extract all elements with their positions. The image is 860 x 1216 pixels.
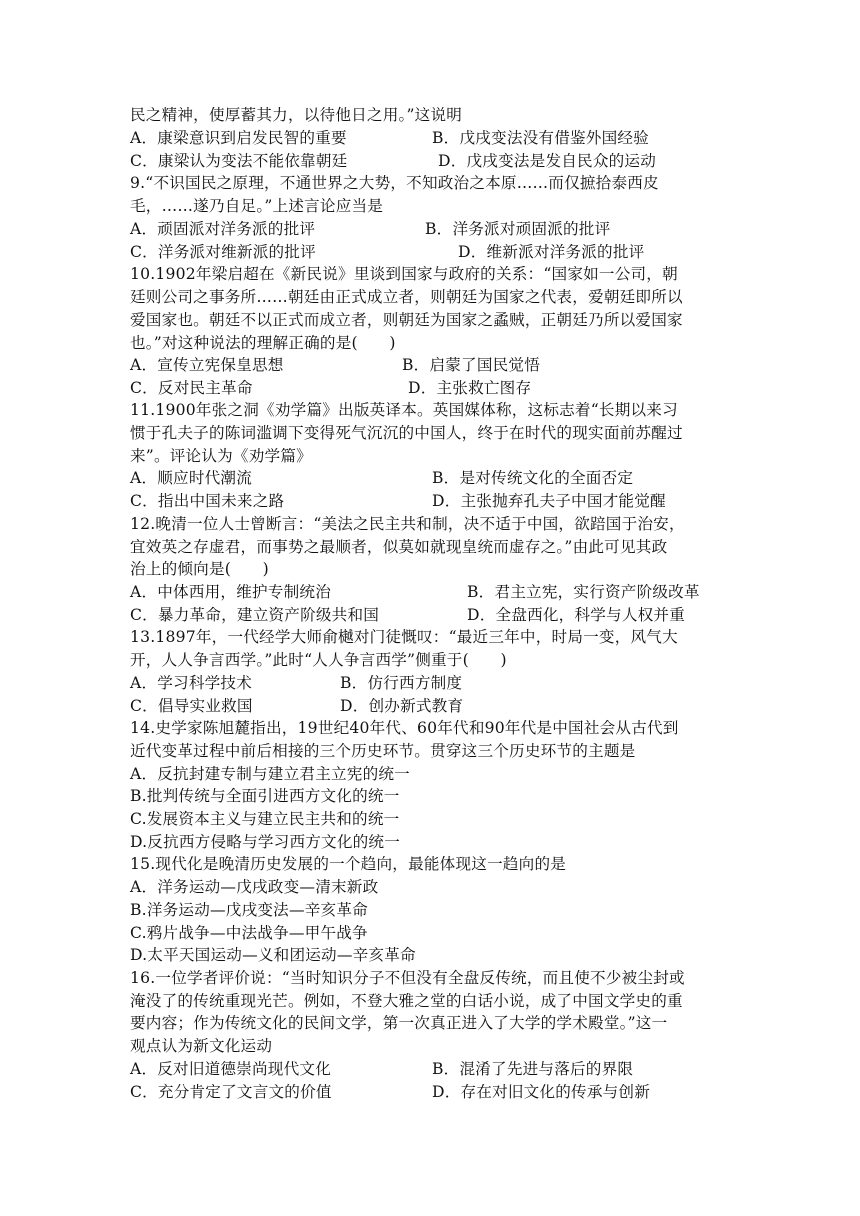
option-c: C.发展资本主义与建立民主共和的统一 — [130, 810, 400, 828]
option-d: D．创办新式教育 — [340, 697, 464, 715]
option-b: B．混淆了先进与落后的界限 — [432, 1060, 634, 1078]
question-12: 12.晚清一位人士曾断言：“美法之民主共和制，决不适于中国，欲踣国于治安， — [130, 515, 685, 533]
option-a: A．中体西用，维护专制统治 — [130, 583, 331, 601]
option-c: C.鸦片战争—中法战争—甲午战争 — [130, 924, 368, 942]
option-d: D．主张抛弃孔夫子中国才能觉醒 — [432, 492, 666, 510]
question-14: 14.史学家陈旭麓指出，19世纪40年代、60年代和90年代是中国社会从古代到 — [130, 719, 679, 737]
text-line: 来”。评论认为《劝学篇》 — [130, 447, 312, 465]
text-line: 观点认为新文化运动 — [130, 1037, 273, 1055]
question-16: 16.一位学者评价说：“当时知识分子不但没有全盘反传统，而且使不少被尘封或 — [130, 969, 685, 987]
text-line: 宜效英之存虚君，而事势之最顺者，似莫如就现皇统而虚存之。”由此可见其政 — [130, 538, 668, 556]
option-a: A．宣传立宪保皇思想 — [130, 356, 284, 374]
option-d: D．存在对旧文化的传承与创新 — [432, 1083, 651, 1101]
option-c: C．充分肯定了文言文的价值 — [130, 1083, 332, 1101]
question-10: 10.1902年梁启超在《新民说》里谈到国家与政府的关系：“国家如一公司，朝 — [130, 265, 678, 283]
text-line: 治上的倾向是( ) — [130, 560, 269, 578]
option-d: D．全盘西化，科学与人权并重 — [467, 606, 686, 624]
text-line: 要内容；作为传统文化的民间文学，第一次真正进入了大学的学术殿堂。”这一 — [130, 1014, 668, 1032]
option-a: A．反抗封建专制与建立君主立宪的统一 — [130, 765, 410, 783]
option-a: A．顺应时代潮流 — [130, 469, 253, 487]
text-line: 淹没了的传统重现光芒。例如，不登大雅之堂的白话小说，成了中国文学史的重 — [130, 992, 683, 1010]
question-9: 9.“不识国民之原理，不通世界之大势，不知政治之本原……而仅摭拾泰西皮 — [130, 174, 659, 192]
option-a: A．学习科学技术 — [130, 674, 253, 692]
option-d: D.反抗西方侵略与学习西方文化的统一 — [130, 833, 401, 851]
option-b: B．启蒙了国民觉悟 — [402, 356, 541, 374]
option-b: B．戊戌变法没有借鉴外国经验 — [432, 129, 649, 147]
option-c: C．倡导实业救国 — [130, 697, 253, 715]
option-d: D．戊戌变法是发自民众的运动 — [438, 152, 657, 170]
text-line: 廷则公司之事务所……朝廷由正式成立者，则朝廷为国家之代表，爱朝廷即所以 — [130, 288, 683, 306]
option-c: C．暴力革命，建立资产阶级共和国 — [130, 606, 380, 624]
option-d: D．维新派对洋务派的批评 — [458, 243, 645, 261]
option-c: C．指出中国未来之路 — [130, 492, 285, 510]
question-15: 15.现代化是晚清历史发展的一个趋向，最能体现这一趋向的是 — [130, 855, 567, 873]
option-b: B.洋务运动—戊戌变法—辛亥革命 — [130, 901, 368, 919]
option-b: B.批判传统与全面引进西方文化的统一 — [130, 787, 400, 805]
question-13: 13.1897年，一代经学大师俞樾对门徒慨叹：“最近三年中，时局一变，风气大 — [130, 628, 678, 646]
text-line: 民之精神，使厚蓄其力，以待他日之用。”这说明 — [130, 106, 463, 124]
option-b: B．君主立宪，实行资产阶级改革 — [467, 583, 700, 601]
option-a: A．反对旧道德崇尚现代文化 — [130, 1060, 331, 1078]
option-b: B．是对传统文化的全面否定 — [432, 469, 634, 487]
text-line: 爱国家也。朝廷不以正式而成立者，则朝廷为国家之蟊贼，正朝廷乃所以爱国家 — [130, 311, 683, 329]
option-c: C．反对民主革命 — [130, 379, 253, 397]
option-c: C．洋务派对维新派的批评 — [130, 243, 316, 261]
option-a: A．康梁意识到启发民智的重要 — [130, 129, 347, 147]
text-line: 开，人人争言西学。”此时“人人争言西学”侧重于( ) — [130, 651, 507, 669]
option-a: A．顽固派对洋务派的批评 — [130, 220, 316, 238]
option-b: B．仿行西方制度 — [340, 674, 463, 692]
option-d: D.太平天国运动—义和团运动—辛亥革命 — [130, 946, 416, 964]
option-c: C．康梁认为变法不能依靠朝廷 — [130, 152, 348, 170]
text-line: 近代变革过程中前后相接的三个历史环节。贯穿这三个历史环节的主题是 — [130, 742, 636, 760]
option-a: A．洋务运动—戊戌政变—清末新政 — [130, 878, 379, 896]
option-d: D．主张救亡图存 — [408, 379, 532, 397]
option-b: B．洋务派对顽固派的批评 — [425, 220, 611, 238]
text-line: 毛，……遂乃自足。”上述言论应当是 — [130, 197, 384, 215]
question-11: 11.1900年张之洞《劝学篇》出版英译本。英国媒体称，这标志着“长期以来习 — [130, 401, 678, 419]
text-line: 惯于孔夫子的陈词滥调下变得死气沉沉的中国人，终于在时代的现实面前苏醒过 — [130, 424, 683, 442]
text-line: 也。”对这种说法的理解正确的是( ) — [130, 334, 396, 352]
